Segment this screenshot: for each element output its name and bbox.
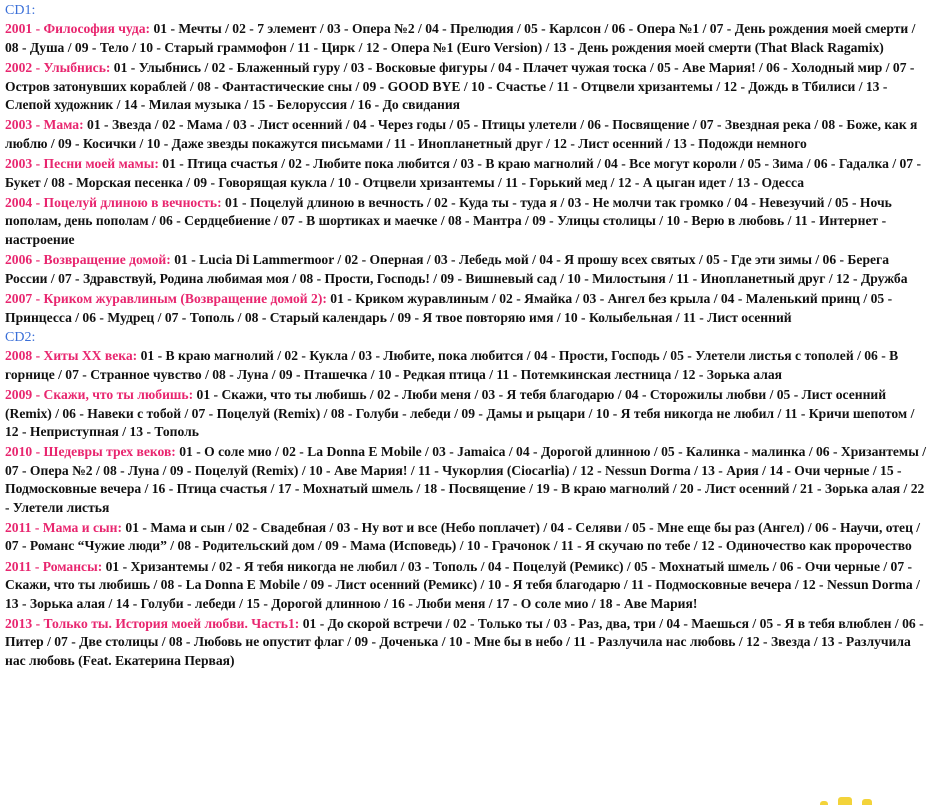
album-entry [5,59,931,114]
cd2-label: CD2: [5,329,36,345]
decoration-mark [862,799,872,805]
decoration-mark [820,801,828,805]
album-heading: 2004 - Поцелуй длиною в вечность: [5,195,222,211]
album-entry [5,20,931,57]
album-tracklist: 01 - О соле мио / 02 - La Donna E Mobile / 03 - Jamaica / 04 - Дорогой длинною / 05 - Калинка - малинка / 06 - Хризантемы / 07 - Опера №2 / 08 - Луна / 09 - Поцелуй (Remix) / 10 - Аве Мария! / 11 - Чукорлия (Ciocarlia) / 12 - Nessun Dorma / 13 - Ария / 14 - Очи черные / 15 - Подмосковные вечера / 16 - Птица счастья / 17 - Мохнатый шмель / 18 - Посвящение / 19 - В краю магнолий / 20 - Лист осенний / 21 - Зорька алая / 22 - Улетели листья [5,444,926,515]
decoration-mark [838,797,852,805]
album-entry [5,519,931,556]
album-entry [5,155,931,192]
album-heading: 2010 - Шедевры трех веков: [5,444,176,460]
album-tracklist: 01 - Улыбнись / 02 - Блаженный гуру / 03 - Восковые фигуры / 04 - Плачет чужая тоска / 05 - Аве Мария! / 06 - Холодный мир / 07 - Остров затонувших кораблей / 08 - Фантастические сны / 09 - GOOD BYE / 10 - Счастье / 11 - Отцвели хризантемы / 12 - Дождь в Тбилиси / 13 - Слепой художник / 14 - Милая музыка / 15 - Белоруссия / 16 - До свидания [5,60,915,113]
album-tracklist: 01 - Криком журавлиным / 02 - Ямайка / 03 - Ангел без крыла / 04 - Маленький принц / 05 - Принцесса / 06 - Мудрец / 07 - Тополь / 08 - Старый календарь / 09 - Я твое повторяю имя / 10 - Колыбельная / 11 - Лист осенний [5,291,893,325]
corner-decoration [816,797,886,805]
album-heading: 2007 - Криком журавлиным (Возвращение домой 2): [5,291,327,307]
album-entry [5,290,931,327]
album-entry [5,194,931,249]
album-heading: 2009 - Скажи, что ты любишь: [5,387,194,403]
album-entry [5,386,931,441]
album-heading: 2011 - Мама и сын: [5,519,122,535]
discography-sheet [5,2,931,672]
album-heading: 2003 - Песни моей мамы: [5,156,159,172]
cd1-label: CD1: [5,3,36,18]
album-entry [5,116,931,153]
album-entry [5,443,931,517]
album-tracklist: 01 - Звезда / 02 - Мама / 03 - Лист осенний / 04 - Через годы / 05 - Птицы улетели / 06 - Посвящение / 07 - Звездная река / 08 - Боже, как я люблю / 09 - Косички / 10 - Даже звезды покажутся письмами / 11 - Инопланетный друг / 12 - Лист осенний / 13 - Подожди немного [5,117,918,151]
album-tracklist: 01 - Птица счастья / 02 - Любите пока любится / 03 - В краю магнолий / 04 - Все могут короли / 05 - Зима / 06 - Гадалка / 07 - Букет / 08 - Морская песенка / 09 - Говорящая кукла / 10 - Отцвели хризантемы / 11 - Горький мед / 12 - А цыган идет / 13 - Одесса [5,156,922,190]
album-heading: 2011 - Романсы: [5,558,103,574]
album-heading: 2001 - Философия чуда: [5,21,151,37]
album-tracklist: 01 - Поцелуй длиною в вечность / 02 - Куда ты - туда я / 03 - Не молчи так громко / 04 - Невезучий / 05 - Ночь пополам, день пополам / 06 - Сердцебиение / 07 - В шортиках и маечке / 08 - Мантра / 09 - Улицы столицы / 10 - Верю в любовь / 11 - Интернет - настроение [5,195,892,247]
album-tracklist: 01 - Скажи, что ты любишь / 02 - Люби меня / 03 - Я тебя благодарю / 04 - Сторожилы любви / 05 - Лист осенний (Remix) / 06 - Навеки с тобой / 07 - Поцелуй (Remix) / 08 - Голуби - лебеди / 09 - Дамы и рыцари / 10 - Я тебя никогда не любил / 11 - Кричи шепотом / 12 - Неприступная / 13 - Тополь [5,387,915,439]
album-entry [5,558,931,613]
album-heading: 2006 - Возвращение домой: [5,252,171,268]
album-heading: 2002 - Улыбнись: [5,60,111,76]
album-tracklist: 01 - До скорой встречи / 02 - Только ты / 03 - Раз, два, три / 04 - Маешься / 05 - Я в тебя влюблен / 06 - Питер / 07 - Две столицы / 08 - Любовь не опустит флаг / 09 - Доченька / 10 - Мне бы в небо / 11 - Разлучила нас любовь / 12 - Звезда / 13 - Разлучила нас любовь (Feat. Екатерина Первая) [5,616,924,668]
album-tracklist: 01 - Мама и сын / 02 - Свадебная / 03 - Ну вот и все (Небо поплачет) / 04 - Селяви / 05 - Мне еще бы раз (Ангел) / 06 - Научи, отец / 07 - Романс “Чужие люди” / 08 - Родительский дом / 09 - Мама (Исповедь) / 10 - Грачонок / 11 - Я скучаю по тебе / 12 - Одиночество как пророчество [5,519,921,554]
album-tracklist: 01 - Мечты / 02 - 7 элемент / 03 - Опера №2 / 04 - Прелюдия / 05 - Карлсон / 06 - Опера №1 / 07 - День рождения моей смерти / 08 - Душа / 09 - Тело / 10 - Старый граммофон / 11 - Цирк / 12 - Опера №1 (Euro Version) / 13 - День рождения моей смерти (That Black Ragamix) [5,21,916,55]
album-entry [5,615,931,670]
album-tracklist: 01 - В краю магнолий / 02 - Кукла / 03 - Любите, пока любится / 04 - Прости, Господь / 05 - Улетели листья с тополей / 06 - В горнице / 07 - Странное чувство / 08 - Луна / 09 - Пташечка / 10 - Редкая птица / 11 - Потемкинская лестница / 12 - Зорька алая [5,348,899,382]
album-entry [5,251,931,288]
album-tracklist: 01 - Lucia Di Lammermoor / 02 - Оперная / 03 - Лебедь мой / 04 - Я прошу всех святых / 05 - Где эти зимы / 06 - Берега России / 07 - Здравствуй, Родина любимая моя / 08 - Прости, Господь! / 09 - Вишневый сад / 10 - Милостыня / 11 - Инопланетный друг / 12 - Дружба [5,252,908,286]
album-tracklist: 01 - Хризантемы / 02 - Я тебя никогда не любил / 03 - Тополь / 04 - Поцелуй (Ремикс) / 05 - Мохнатый шмель / 06 - Очи черные / 07 - Скажи, что ты любишь / 08 - La Donna E Mobile / 09 - Лист осенний (Ремикс) / 10 - Я тебя благодарю / 11 - Подмосковные вечера / 12 - Nessun Dorma / 13 - Зорька алая / 14 - Голуби - лебеди / 15 - Дорогой длинною / 16 - Люби меня / 17 - О соле мио / 18 - Аве Мария! [5,558,920,611]
album-heading: 2003 - Мама: [5,117,84,133]
album-entry [5,347,931,384]
album-heading: 2008 - Хиты XX века: [5,348,138,364]
album-heading: 2013 - Только ты. История моей любви. Часть1: [5,616,300,631]
